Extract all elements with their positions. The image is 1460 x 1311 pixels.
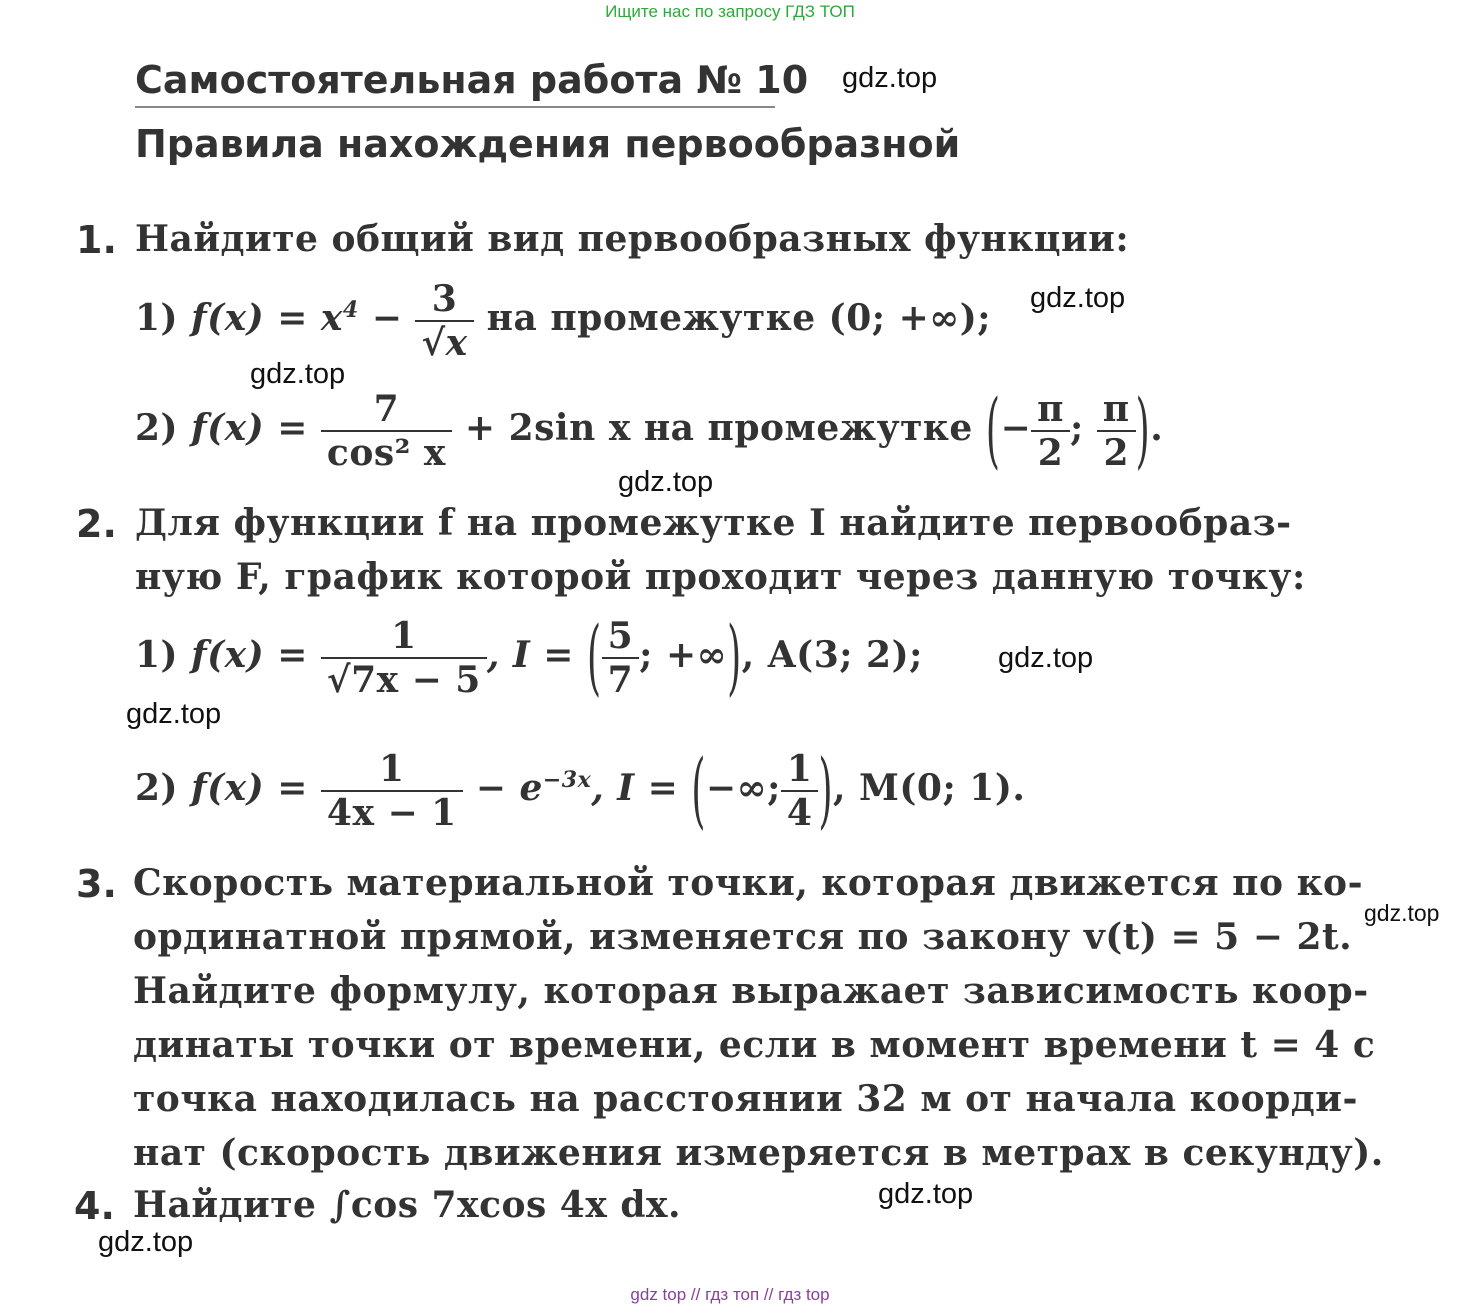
watermark: gdz.top xyxy=(998,642,1094,674)
fraction: $\frac{\pi}{2}$ xyxy=(1097,388,1136,474)
task-number: 4. xyxy=(74,1184,115,1228)
fraction: $\frac{\pi}{2}$ xyxy=(1031,388,1070,474)
task-text-line: Найдите формулу, которая выражает зависимость коор- xyxy=(133,970,1369,1012)
watermark: gdz.top xyxy=(1030,282,1126,314)
task-text: Найдите общий вид первообразных функции: xyxy=(135,218,1130,260)
task-text-line: динаты точки от времени, если в момент времени t = 4 с xyxy=(133,1024,1376,1066)
fraction: $\frac{1}{4}$ xyxy=(781,748,819,834)
subtask-2-2: 2) f(x) = $\frac{1}{4x - 1}$ − $e^{-3x}$, I = (−∞; $\frac{1}{4}$ ), M(0; 1). xyxy=(135,743,1026,839)
task-text: Найдите ∫cos 7xcos 4x dx. xyxy=(133,1184,682,1226)
footer-links: gdz top // гдз топ // гдз top xyxy=(630,1285,830,1304)
subtask-1-2: 2) f(x) = $\frac{7}{\text{cos² x}}$ + 2sin x на промежутке (− $\frac{\pi}{2}$ ; $\frac{\pi}{2}$ ). xyxy=(135,383,1164,479)
subtask-2-1: 1) f(x) = $\frac{1}{√7x - 5}$ , I = ( $\frac{5}{7}$ ; +∞), A(3; 2); xyxy=(135,610,923,706)
fraction: $\frac{1}{4x - 1}$ xyxy=(321,748,463,834)
watermark: gdz.top xyxy=(878,1178,974,1210)
fraction: $\frac{3}{√x}$ xyxy=(415,278,473,364)
title-underline xyxy=(135,106,775,108)
task-text: ную F, график которой проходит через данную точку: xyxy=(135,556,1306,598)
watermark: gdz.top xyxy=(98,1226,194,1258)
watermark: gdz.top xyxy=(618,466,714,498)
task-number: 1. xyxy=(76,218,117,262)
task-text-line: точка находилась на расстоянии 32 м от начала коорди- xyxy=(133,1078,1358,1120)
task-text-line: нат (скорость движения измеряется в метрах в секунду). xyxy=(133,1132,1384,1174)
fraction: $\frac{5}{7}$ xyxy=(602,615,640,701)
fraction: $\frac{1}{√7x - 5}$ xyxy=(321,615,487,701)
task-number: 3. xyxy=(76,862,117,906)
watermark: gdz.top xyxy=(1364,900,1440,926)
top-banner: Ищите нас по запросу ГДЗ ТОП xyxy=(605,2,855,21)
task-number: 2. xyxy=(76,502,117,546)
page-title: Самостоятельная работа № 10 xyxy=(135,58,809,102)
task-text: Для функции f на промежутке I найдите первообраз- xyxy=(135,502,1292,544)
task-text-line: ординатной прямой, изменяется по закону v(t) = 5 − 2t. xyxy=(133,916,1353,958)
subtask-1-1: 1) $f(x) = x^4$ − $\frac{3}{√x}$ на промежутке (0; +∞); xyxy=(135,278,992,364)
fraction: $\frac{7}{\text{cos² x}}$ xyxy=(321,388,452,474)
page-subtitle: Правила нахождения первообразной xyxy=(135,122,961,166)
watermark: gdz.top xyxy=(250,358,346,390)
watermark: gdz.top xyxy=(126,698,222,730)
watermark: gdz.top xyxy=(842,62,938,94)
task-text-line: Скорость материальной точки, которая движется по ко- xyxy=(133,862,1364,904)
